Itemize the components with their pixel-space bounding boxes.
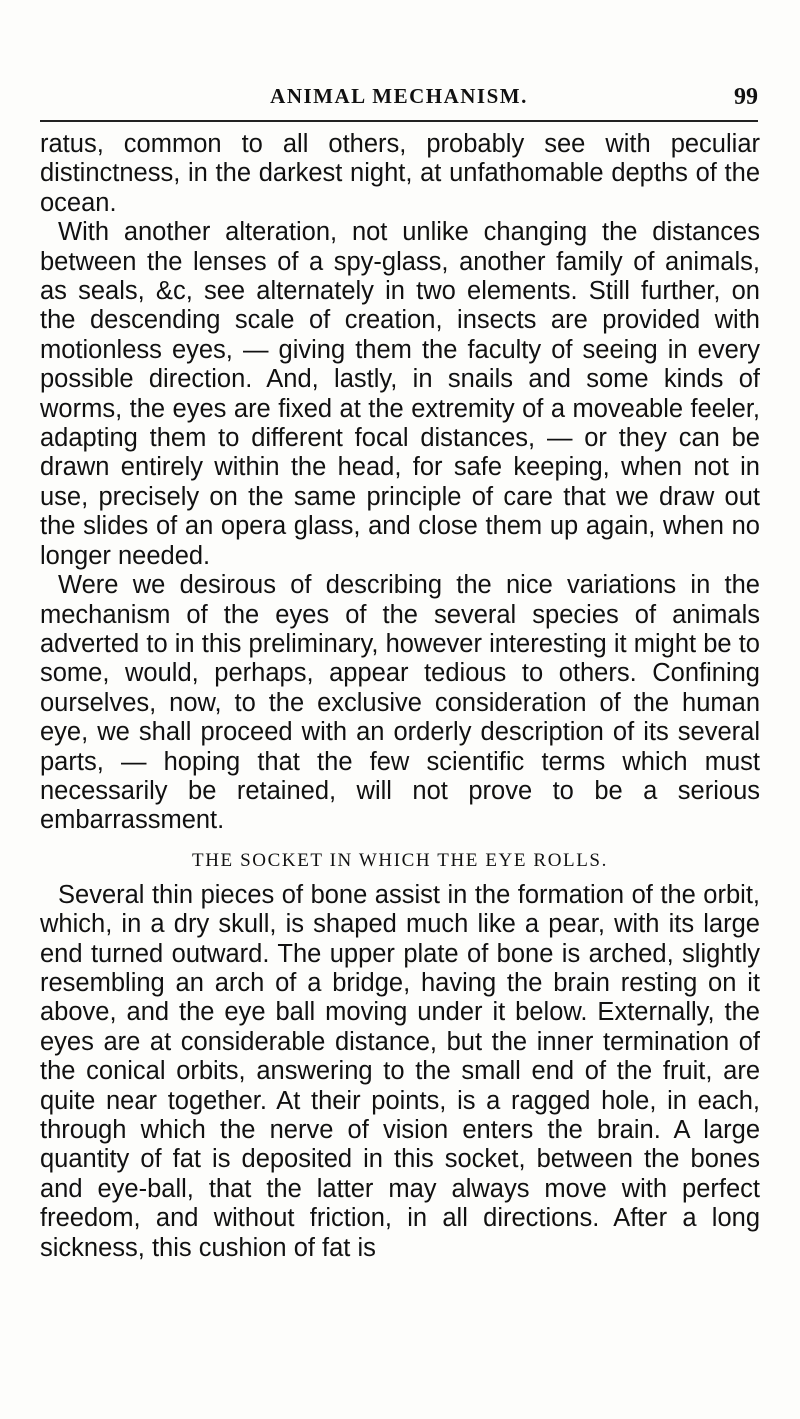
running-title: ANIMAL MECHANISM.: [270, 84, 528, 108]
paragraph-seals: With another alteration, not unlike changing the distances between the lenses of a spy-glass, another family of animals, as seals, &c, see alternately in two elements. Still further, on the descending scale of creation, insects are provided with motionless eyes, — giving them the faculty of seeing in every possible direction. And, lastly, in snails and some kinds of worms, the eyes are fixed at the extremity of a moveable feeler, adapting them to different focal distances, — or they can be drawn entirely within the head, for safe keeping, when not in use, precisely on the same principle of care that we draw out the slides of an opera glass, and close them up again, when no longer needed.: [40, 218, 760, 570]
header-rule: [40, 120, 758, 122]
paragraph-socket: Several thin pieces of bone assist in the formation of the orbit, which, in a dry skull, is shaped much like a pear, with its large end turned outward. The upper plate of bone is arched, slightly resembling an arch of a bridge, having the brain resting on it above, and the eye ball moving under it below. Externally, the eyes are at considerable distance, but the inner termination of the conical orbits, answering to the small end of the fruit, are quite near together. At their points, is a ragged hole, in each, through which the nerve of vision enters the brain. A large quantity of fat is deposited in this socket, between the bones and eye-ball, that the latter may always move with perfect freedom, and without friction, in all directions. After a long sickness, this cushion of fat is: [40, 880, 760, 1262]
paragraph-continuation: ratus, common to all others, probably see with peculiar distinctness, in the darkest night, at unfathomable depths of the ocean.: [40, 130, 760, 217]
body-text: [40, 130, 760, 1263]
page-number: 99: [734, 84, 758, 110]
section-heading: THE SOCKET IN WHICH THE EYE ROLLS.: [192, 849, 608, 871]
paragraph-human-eye: Were we desirous of describing the nice variations in the mechanism of the eyes of the several species of animals adverted to in this preliminary, however interesting it might be to some, would, perhaps, appear tedious to others. Confining ourselves, now, to the exclusive consideration of the human eye, we shall proceed with an orderly description of its several parts, — hoping that the few scientific terms which must necessarily be retained, will not prove to be a serious embarrassment.: [40, 571, 760, 835]
running-head: [40, 84, 758, 114]
